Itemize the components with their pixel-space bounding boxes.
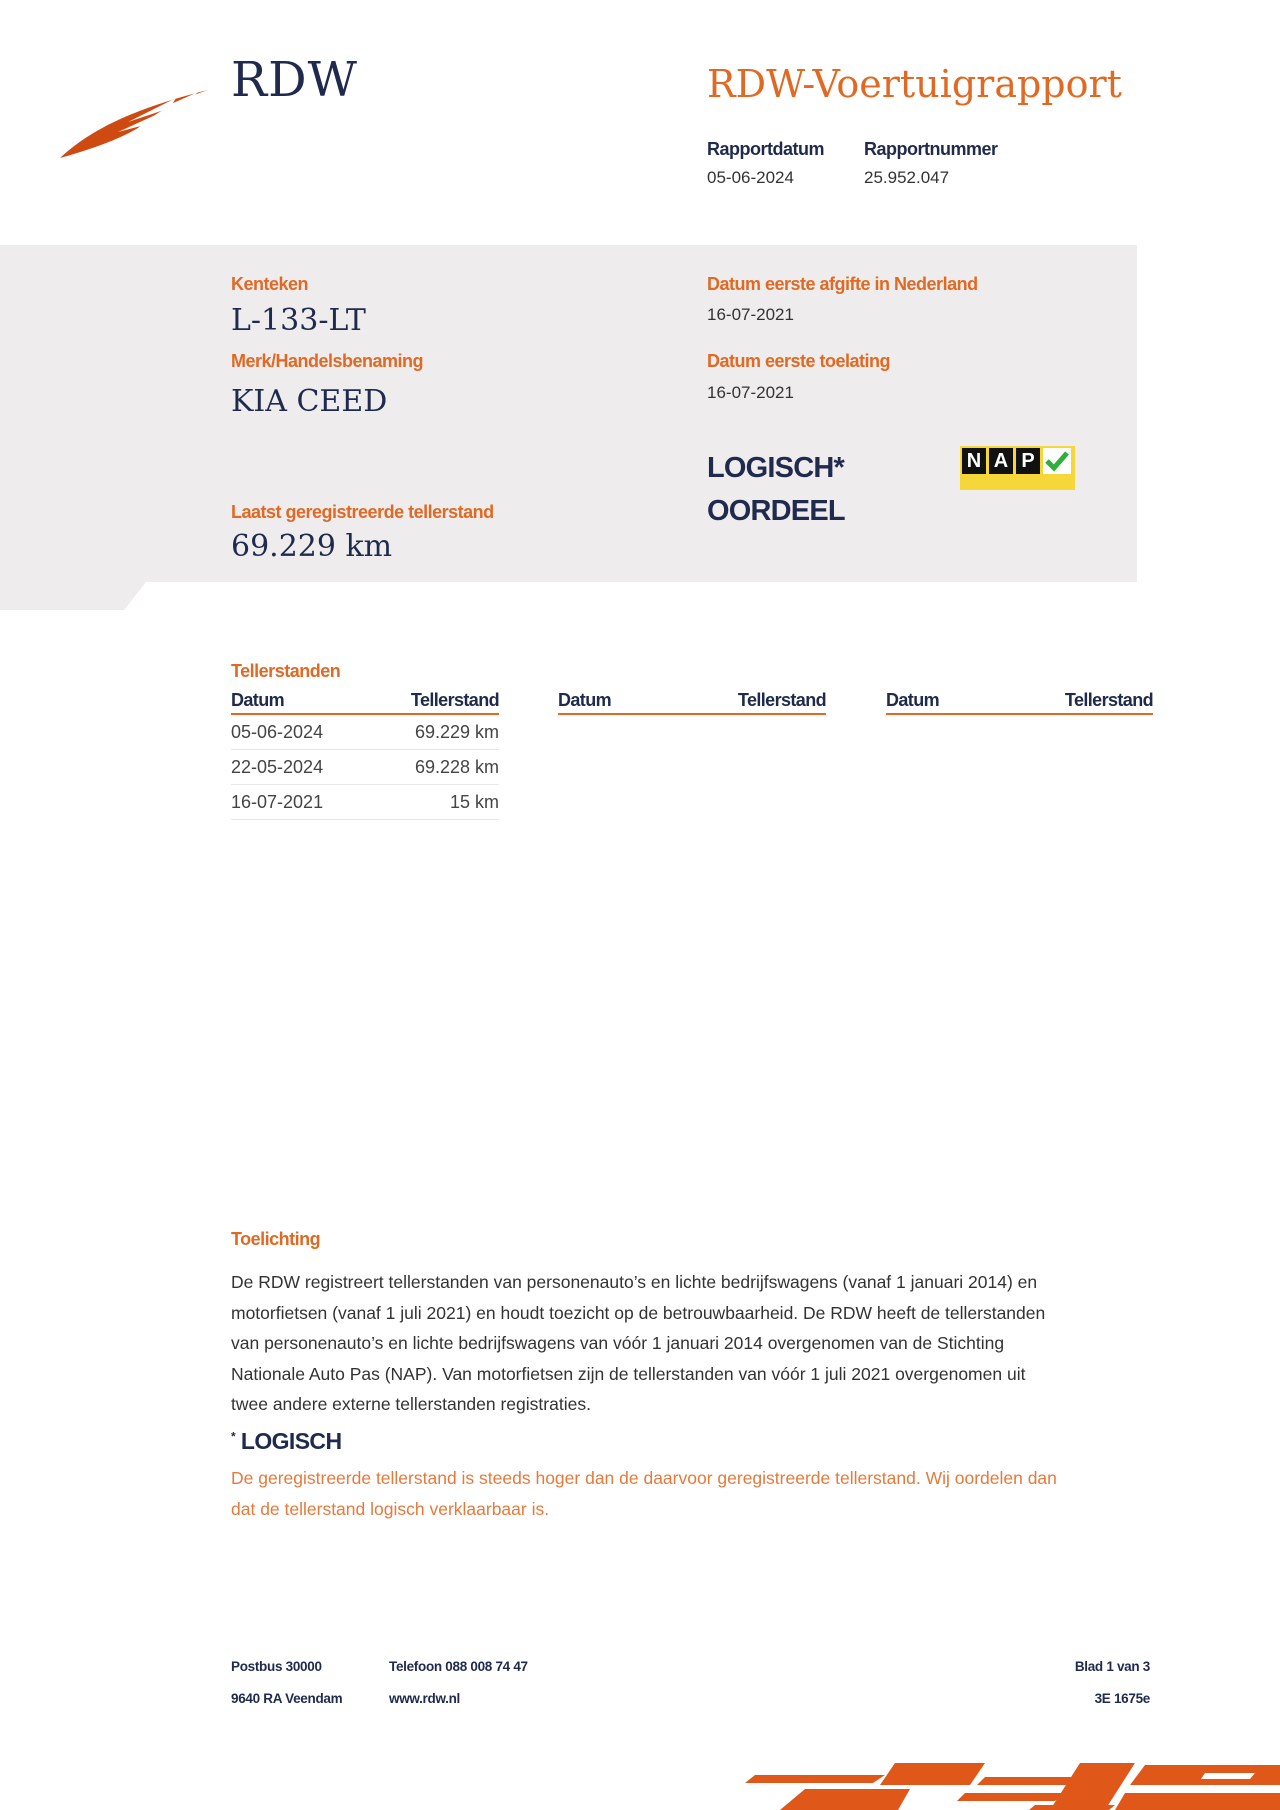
make-label: Merk/Handelsbenaming bbox=[231, 351, 424, 371]
make-value: KIA CEED bbox=[231, 384, 388, 419]
footer-phone: Telefoon 088 008 74 47 bbox=[389, 1659, 528, 1674]
verdict-label: OORDEEL bbox=[707, 495, 845, 527]
footer-postal: 9640 RA Veendam bbox=[231, 1691, 343, 1706]
footer-page: Blad 1 van 3 bbox=[1074, 1659, 1150, 1674]
col-date-header: Datum bbox=[231, 690, 285, 710]
meter-table-col-1 bbox=[231, 690, 499, 820]
explanation-body bbox=[231, 1267, 1161, 1420]
note-marker: * bbox=[231, 1429, 236, 1444]
plate-label: Kenteken bbox=[231, 274, 309, 294]
first-issue-label: Datum eerste afgifte in Nederland bbox=[707, 274, 978, 294]
nap-letter-a: A bbox=[989, 448, 1013, 474]
note-title bbox=[231, 1428, 341, 1455]
rdw-logo-icon bbox=[58, 82, 213, 162]
table-row bbox=[231, 750, 499, 785]
nap-badge bbox=[960, 446, 1075, 490]
note-title-text: LOGISCH bbox=[240, 1428, 342, 1454]
col-date-header: Datum bbox=[558, 690, 612, 710]
panel-tail bbox=[0, 582, 146, 610]
col-reading-header: Tellerstand bbox=[410, 690, 499, 710]
report-number-label: Rapportnummer bbox=[864, 139, 998, 159]
row-reading: 69.228 km bbox=[414, 757, 499, 777]
table-header bbox=[231, 690, 499, 715]
table-header bbox=[558, 690, 826, 715]
first-issue-value: 16-07-2021 bbox=[707, 305, 794, 324]
last-reading-label: Laatst geregistreerde tellerstand bbox=[231, 502, 494, 522]
explanation-line: Nationale Auto Pas (NAP). Van motorfietsen zijn de tellerstanden van vóór 1 juli 2021 overgenomen uit bbox=[231, 1363, 1026, 1384]
meter-table-col-2 bbox=[558, 690, 826, 715]
explanation-title: Toelichting bbox=[231, 1229, 321, 1249]
report-title: RDW-Voertuigrapport bbox=[707, 62, 1122, 106]
report-date-label: Rapportdatum bbox=[707, 139, 824, 159]
explanation-line: De RDW registreert tellerstanden van personenauto’s en lichte bedrijfswagens (vanaf 1 januari 2014) en bbox=[231, 1272, 1038, 1292]
explanation-line: van personenauto’s en lichte bedrijfswagens van vóór 1 januari 2014 overgenomen van de Stichting bbox=[231, 1333, 1005, 1353]
footer-web-link[interactable]: www.rdw.nl bbox=[389, 1691, 460, 1706]
footer-po-box: Postbus 30000 bbox=[231, 1659, 322, 1674]
last-reading-value: 69.229 km bbox=[231, 529, 393, 564]
row-date: 16-07-2021 bbox=[231, 792, 324, 812]
col-reading-header: Tellerstand bbox=[737, 690, 826, 710]
verdict-result: LOGISCH* bbox=[707, 452, 844, 484]
row-date: 05-06-2024 bbox=[231, 722, 324, 742]
note-line: dat de tellerstand logisch verklaarbaar is. bbox=[231, 1498, 550, 1519]
first-admission-label: Datum eerste toelating bbox=[707, 351, 891, 371]
explanation-line: motorfietsen (vanaf 1 juli 2021) en houdt toezicht op de betrouwbaarheid. De RDW heeft de tellerstanden bbox=[231, 1302, 1046, 1323]
explanation-line: twee andere externe tellerstanden registraties. bbox=[231, 1394, 591, 1414]
footer-code: 3E 1675e bbox=[1094, 1691, 1150, 1706]
table-row bbox=[231, 785, 499, 820]
col-date-header: Datum bbox=[886, 690, 940, 710]
row-reading: 15 km bbox=[449, 792, 499, 812]
first-admission-value: 16-07-2021 bbox=[707, 383, 794, 402]
plate-value: L-133-LT bbox=[231, 303, 366, 338]
vehicle-info-panel bbox=[0, 245, 1137, 582]
nap-letter-n: N bbox=[962, 448, 986, 474]
report-number: 25.952.047 bbox=[864, 168, 950, 187]
meter-section-title: Tellerstanden bbox=[231, 661, 341, 681]
note-body bbox=[231, 1463, 1161, 1524]
table-row bbox=[231, 715, 499, 750]
row-date: 22-05-2024 bbox=[231, 757, 324, 777]
nap-letter-p: P bbox=[1016, 448, 1040, 474]
col-reading-header: Tellerstand bbox=[1064, 690, 1153, 710]
check-icon bbox=[1043, 448, 1071, 474]
report-date: 05-06-2024 bbox=[707, 168, 794, 187]
meter-table-col-3 bbox=[886, 690, 1153, 715]
note-line: De geregistreerde tellerstand is steeds hoger dan de daarvoor geregistreerde tellerstand. Wij oordelen dan bbox=[231, 1468, 1057, 1488]
brand-name: RDW bbox=[231, 52, 358, 108]
table-header bbox=[886, 690, 1153, 715]
decorative-stripes-icon bbox=[735, 1755, 1280, 1810]
row-reading: 69.229 km bbox=[414, 722, 499, 742]
